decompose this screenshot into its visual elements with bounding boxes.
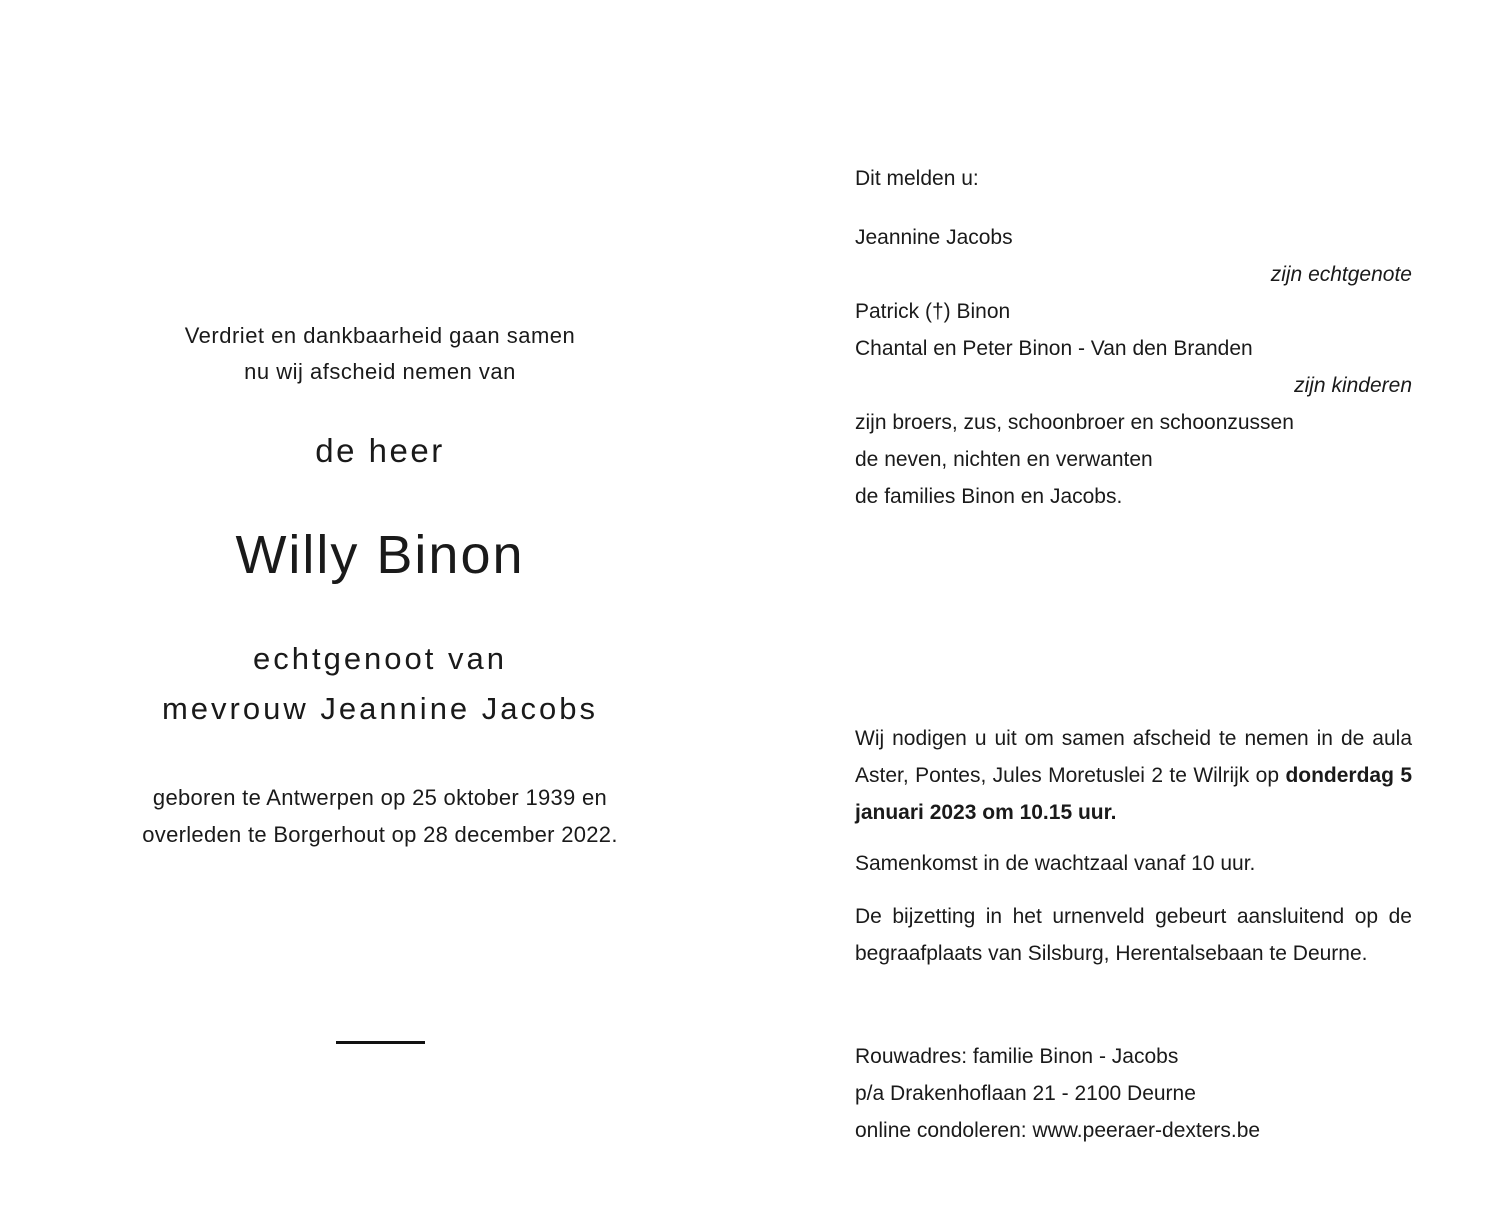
relation-label: zijn kinderen	[1294, 374, 1412, 397]
family-member: Jeannine Jacobs	[855, 226, 1013, 249]
family-member: de neven, nichten en verwanten	[855, 448, 1153, 471]
mourning-address-block	[855, 1038, 1412, 1149]
spouse-line-1: echtgenoot van	[252, 641, 507, 676]
mourning-address-line: p/a Drakenhoflaan 21 - 2100 Deurne	[855, 1082, 1196, 1105]
family-member: Patrick (†) Binon	[855, 300, 1011, 323]
invitation-text: Wij nodigen u uit om samen afscheid te nemen in de aula Aster, Pontes, Jules Moretuslei 2 te Wilrijk op	[855, 727, 1412, 787]
spouse-line-2: mevrouw Jeannine Jacobs	[161, 691, 599, 726]
intro-block	[0, 318, 760, 390]
divider-line	[336, 1041, 425, 1044]
invitation-datetime: donderdag 5 januari 2023 om 10.15 uur.	[855, 764, 1413, 824]
right-page	[855, 0, 1412, 1214]
family-member: de families Binon en Jacobs.	[855, 485, 1123, 508]
invitation-paragraph	[855, 720, 1412, 831]
spouse-block	[0, 634, 760, 734]
condolence-url-line: online condoleren: www.peeraer-dexters.be	[855, 1119, 1261, 1142]
gathering-line: Samenkomst in de wachtzaal vanaf 10 uur.	[855, 852, 1256, 875]
salutation: de heer	[315, 432, 445, 469]
intro-line-2: nu wij afscheid nemen van	[244, 359, 516, 384]
life-dates-block	[0, 779, 760, 853]
burial-paragraph: De bijzetting in het urnenveld gebeurt aansluitend op de begraafplaats van Silsburg, Herentalsebaan te Deurne.	[855, 905, 1412, 965]
relation-label: zijn echtgenote	[1270, 263, 1412, 286]
intro-line-1: Verdriet en dankbaarheid gaan samen	[184, 323, 576, 348]
death-line: overleden te Borgerhout op 28 december 2022.	[142, 822, 618, 847]
family-list	[855, 219, 1412, 515]
family-member: zijn broers, zus, schoonbroer en schoonzussen	[855, 411, 1294, 434]
birth-line: geboren te Antwerpen op 25 oktober 1939 en	[152, 785, 608, 810]
announcement-heading: Dit melden u:	[855, 167, 979, 190]
deceased-name: Willy Binon	[235, 525, 525, 585]
mourning-address-line: Rouwadres: familie Binon - Jacobs	[855, 1045, 1179, 1068]
family-member: Chantal en Peter Binon - Van den Branden	[855, 337, 1253, 360]
